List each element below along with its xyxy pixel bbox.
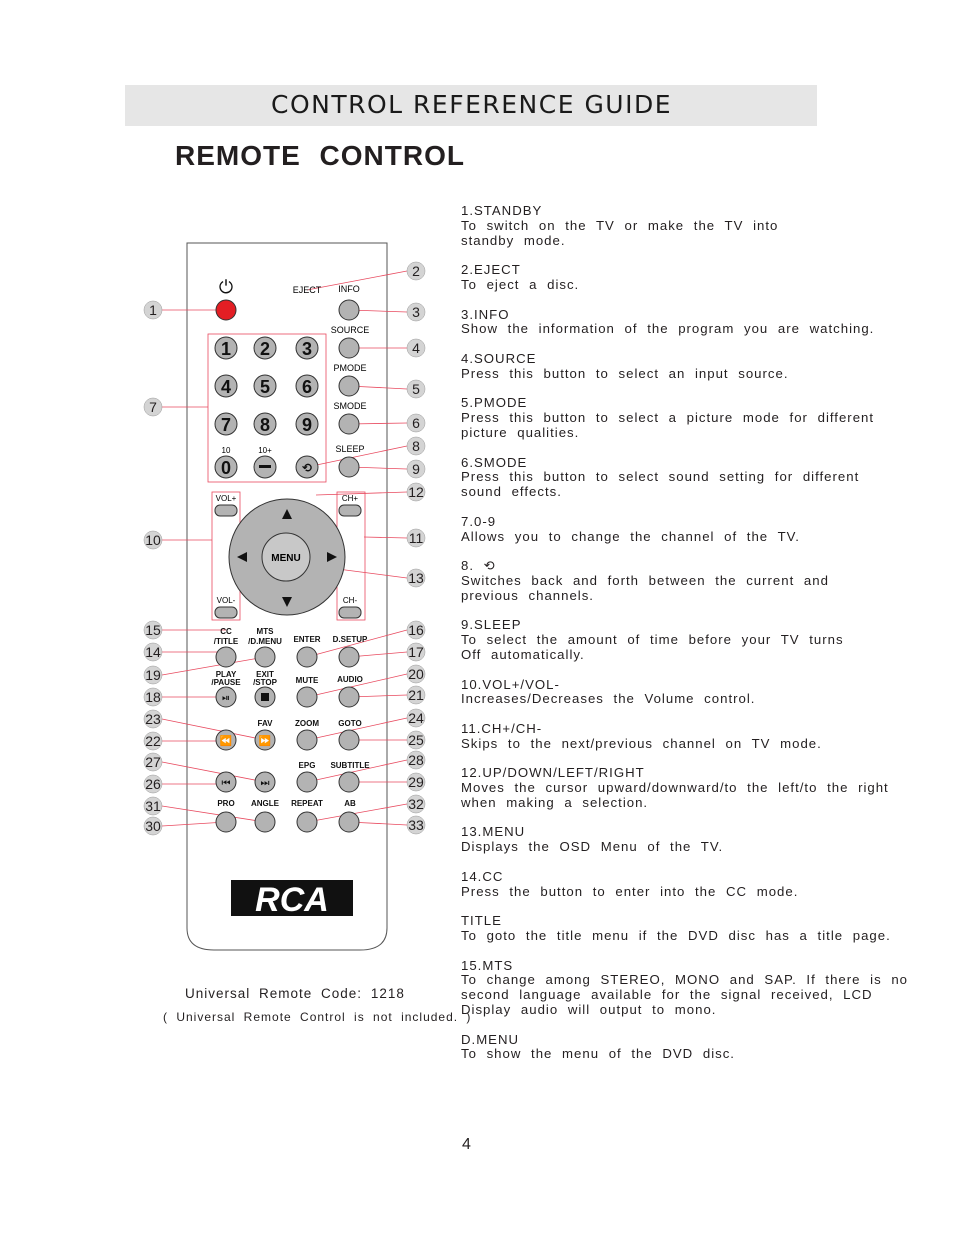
callout-number: 29 [408,774,424,790]
callout-number: 23 [145,711,161,727]
callout-number: 16 [408,622,424,638]
smode-label: SMODE [333,401,367,411]
digit-0: 0 [220,458,232,478]
description-line: Press this button to select an input source. [461,365,789,381]
callout-number: 7 [149,399,157,415]
digit-8: 8 [259,415,271,435]
ch-plus-label: CH+ [341,494,359,503]
vol-plus-button [215,505,237,516]
description-head: 7.0-9 [461,513,497,529]
callout-number: 28 [408,752,424,768]
callout-number: 14 [145,644,161,660]
sleep-button [339,457,359,477]
description-line: picture qualities. [461,424,580,440]
description-line: To select the amount of time before your TV turns [461,632,844,648]
description-line: To show the menu of the DVD disc. [461,1046,735,1062]
description-item [461,618,911,662]
callout-number: 2 [412,263,420,279]
description-item [461,456,911,500]
description-head: 8. [461,558,474,574]
section-title: REMOTE CONTROL [175,140,465,171]
info-label: INFO [338,284,360,294]
callout-number: 20 [408,666,424,682]
description-line: Press the button to enter into the CC mode. [461,883,799,899]
callout-number: 12 [408,484,424,500]
callout-number: 27 [145,754,161,770]
audio-label: AUDIO [337,675,363,684]
description-line: when making a selection. [461,794,649,810]
callout-number: 30 [145,818,161,834]
header-title: CONTROL REFERENCE GUIDE [271,90,673,119]
ab-label: AB [344,799,356,808]
vol-plus-label: VOL+ [215,494,237,503]
zoom-label: ZOOM [295,719,319,728]
remote-note: ( Universal Remote Control is not included. ) [163,1010,472,1024]
repeat-label: REPEAT [291,799,323,808]
description-head: 6.SMODE [461,454,528,470]
description-head: 5.PMODE [461,395,528,411]
fast-forward-icon: ⏩ [258,736,272,747]
source-label: SOURCE [330,325,370,335]
mute-label: MUTE [295,676,319,685]
description-item [461,678,911,708]
callout-number: 17 [408,644,424,660]
description-head: 12.UP/DOWN/LEFT/RIGHT [461,765,645,781]
callout-number: 3 [412,304,420,320]
description-item [461,766,911,810]
callout-number: 24 [408,710,424,726]
description-item [461,1033,911,1063]
pro-label: PRO [217,799,235,808]
description-line: standby mode. [461,232,566,248]
callout-number: 13 [408,570,424,586]
digit-3: 3 [301,339,313,359]
description-item [461,263,911,293]
description-line: Displays the OSD Menu of the TV. [461,839,724,855]
description-item [461,722,911,752]
description-item [461,308,911,338]
callout-number: 15 [145,622,161,638]
menu-label: MENU [271,553,301,564]
vol-minus-button [215,607,237,618]
callout-number: 10 [145,532,161,548]
description-item [461,825,911,855]
cc-label: CC [220,627,232,636]
digit-9: 9 [301,415,313,435]
description-item [461,352,911,382]
callout-number: 1 [149,302,157,318]
digit-6: 6 [301,377,313,397]
description-head: 15.MTS [461,957,514,973]
sleep-label: SLEEP [335,444,365,454]
callout-number: 8 [412,438,420,454]
digit-1: 1 [220,339,232,359]
digit-7: 7 [220,415,232,435]
description-head: D.MENU [461,1031,520,1047]
callouts-right [407,262,425,834]
description-item [461,959,911,1018]
digit-4: 4 [220,377,232,397]
callout-number: 22 [145,733,161,749]
description-line: Show the information of the program you are watching. [461,321,875,337]
description-line: Off automatically. [461,646,585,662]
pause-label: /PAUSE [211,678,241,687]
mts-label: MTS [256,627,274,636]
description-item [461,396,911,440]
info-button [339,300,359,320]
description-line: To goto the title menu if the DVD disc has a title page. [461,928,891,944]
description-line: Increases/Decreases the Volume control. [461,691,756,707]
page-number: 4 [462,1136,471,1153]
callouts-left [144,301,162,835]
description-head: 9.SLEEP [461,617,522,633]
description-item [461,914,911,944]
previous-icon: ⏮ [221,778,231,789]
recall-icon: ⟲ [301,461,313,475]
callout-number: 4 [412,340,420,356]
description-head: TITLE [461,913,502,929]
exit-label: EXIT [256,670,274,679]
callout-number: 18 [145,689,161,705]
description-line: To eject a disc. [461,276,580,292]
rewind-icon: ⏪ [219,736,233,747]
callout-number: 31 [145,798,161,814]
dsetup-label: D.SETUP [332,635,368,644]
power-icon: ⏻ [218,277,234,297]
standby-button [216,300,236,320]
description-line: sound effects. [461,484,562,500]
description-line: Press this button to select sound setting for different [461,469,860,485]
pmode-label: PMODE [333,363,367,373]
callout-number: 11 [408,530,424,546]
callout-number: 26 [145,776,161,792]
stop-icon [261,693,269,701]
play-label: PLAY [215,670,237,679]
ten-plus-icon [259,465,271,468]
description-line: Skips to the next/previous channel on TV mode. [461,735,822,751]
description-list [461,204,911,1077]
title-label: /TITLE [213,637,239,646]
ch-minus-button [339,607,361,618]
dmenu-label: /D.MENU [248,637,282,646]
description-head: 2.EJECT [461,262,521,278]
ch-minus-label: CH- [342,596,358,605]
description-line: Display audio will output to mono. [461,1002,717,1018]
source-button [339,338,359,358]
description-item [461,515,911,545]
enter-label: ENTER [293,635,321,644]
fav-label: FAV [257,719,273,728]
description-line: Allows you to change the channel of the TV. [461,528,800,544]
play-pause-icon: ⏯ [222,693,230,704]
eject-label: EJECT [292,285,322,295]
callout-number: 25 [408,732,424,748]
description-head: 4.SOURCE [461,350,537,366]
pmode-button [339,376,359,396]
description-head: 11.CH+/CH- [461,720,543,736]
epg-label: EPG [298,761,316,770]
description-line: To change among STEREO, MONO and SAP. If there is no [461,972,908,988]
next-icon: ⏭ [260,778,270,789]
digit-2: 2 [259,339,271,359]
description-head: 13.MENU [461,824,526,840]
description-item [461,559,911,603]
description-item [461,870,911,900]
description-head: 3.INFO [461,306,510,322]
description-line: To switch on the TV or make the TV into [461,217,779,233]
ten-plus-label: 10+ [258,446,272,455]
ten-label: 10 [221,446,231,455]
description-line: previous channels. [461,587,594,603]
stop-label: /STOP [253,678,277,687]
description-head: 14.CC [461,868,504,884]
callout-number: 9 [412,461,420,477]
callout-number: 6 [412,415,420,431]
remote-code: Universal Remote Code: 1218 [185,986,405,1001]
description-line: second language available for the signal received, LCD [461,987,873,1003]
goto-label: GOTO [338,719,362,728]
description-head: 1.STANDBY [461,203,543,218]
recall-icon: ⟲ [474,558,496,574]
description-item [461,204,911,248]
callout-number: 5 [412,381,420,397]
subtitle-label: SUBTITLE [330,761,370,770]
angle-label: ANGLE [251,799,279,808]
description-line: Moves the cursor upward/downward/to the left/to the right [461,780,889,796]
description-head: 10.VOL+/VOL- [461,676,560,692]
description-line: Press this button to select a picture mode for different [461,410,875,426]
ch-plus-button [339,505,361,516]
description-line: Switches back and forth between the current and [461,572,829,588]
vol-minus-label: VOL- [216,596,236,605]
smode-button [339,414,359,434]
brand-logo: RCA [255,881,329,919]
callout-number: 33 [408,817,424,833]
digit-5: 5 [259,377,271,397]
callout-number: 21 [408,687,424,703]
callout-number: 32 [408,796,424,812]
callout-number: 19 [145,667,161,683]
